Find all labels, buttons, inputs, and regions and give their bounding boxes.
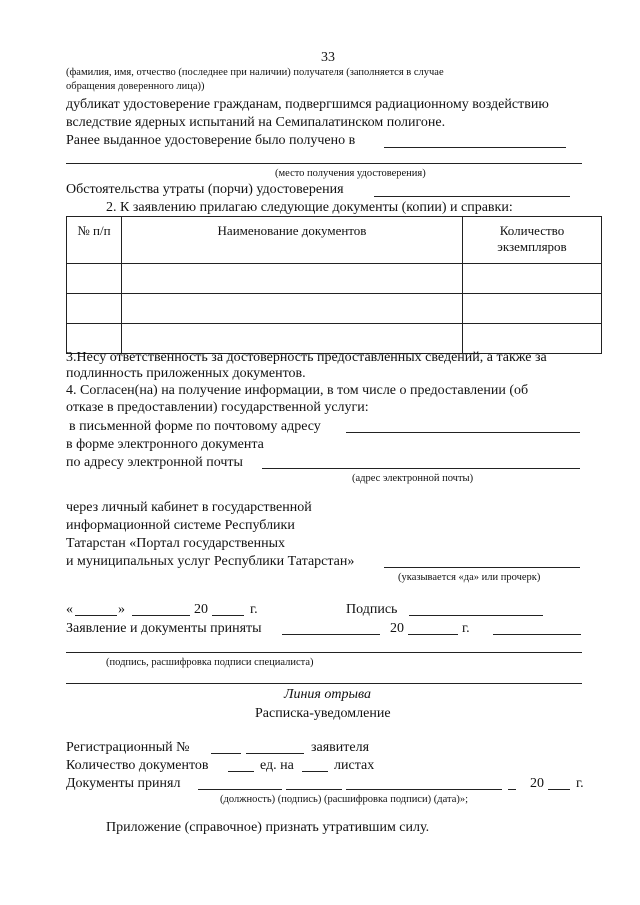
reg-number-label: Регистрационный № bbox=[66, 740, 190, 755]
footer-note: Приложение (справочное) признать утратившим силу. bbox=[106, 820, 430, 835]
date-prefix-field[interactable] bbox=[508, 789, 516, 790]
row-count-cell[interactable] bbox=[463, 294, 602, 324]
receipt-year-suffix: г. bbox=[576, 776, 584, 791]
signature-field[interactable] bbox=[409, 615, 543, 616]
reg-number-field-2[interactable] bbox=[246, 753, 304, 754]
col-count-header-line1: Количество bbox=[499, 223, 565, 238]
email-caption: (адрес электронной почты) bbox=[352, 473, 474, 484]
place-caption: (место получения удостоверения) bbox=[275, 168, 426, 179]
signature-transcript-field[interactable] bbox=[346, 789, 502, 790]
date-year-suffix: г. bbox=[250, 602, 258, 617]
consent-line-2: отказе в предоставлении) государственной услуги: bbox=[66, 400, 369, 415]
specialist-caption: (подпись, расшифровка подписи специалиста) bbox=[106, 657, 314, 668]
row-count-cell[interactable] bbox=[463, 324, 602, 354]
receipt-caption: (должность) (подпись) (расшифровка подписи) (дата)»; bbox=[220, 794, 469, 805]
tear-divider bbox=[66, 683, 582, 684]
body-line-2: вследствие ядерных испытаний на Семипалатинском полигоне. bbox=[66, 115, 446, 130]
email-field[interactable] bbox=[262, 468, 580, 469]
electronic-doc-label: в форме электронного документа bbox=[66, 437, 264, 452]
doc-count-field[interactable] bbox=[228, 771, 254, 772]
sheets-label: листах bbox=[334, 758, 375, 773]
receipt-year-prefix: 20 bbox=[530, 776, 544, 791]
table-row bbox=[67, 324, 602, 354]
date-month-field[interactable] bbox=[132, 615, 190, 616]
table-row bbox=[67, 264, 602, 294]
row-name-cell[interactable] bbox=[122, 264, 463, 294]
doc-count-label: Количество документов bbox=[66, 758, 209, 773]
portal-field[interactable] bbox=[384, 567, 580, 568]
accepted-year-field[interactable] bbox=[408, 634, 458, 635]
row-number-cell[interactable] bbox=[67, 324, 122, 354]
circumstances-field[interactable] bbox=[374, 196, 570, 197]
position-field[interactable] bbox=[198, 789, 282, 790]
table-header-row bbox=[67, 217, 602, 264]
place-field[interactable] bbox=[66, 163, 582, 164]
reg-number-field-1[interactable] bbox=[211, 753, 241, 754]
applicant-label: заявителя bbox=[311, 740, 370, 755]
sheets-count-field[interactable] bbox=[302, 771, 328, 772]
recipient-name-caption-cont: обращения доверенного лица)) bbox=[66, 81, 205, 92]
accepted-label: Заявление и документы приняты bbox=[66, 621, 262, 636]
date-year-prefix: 20 bbox=[194, 602, 208, 617]
portal-line-3: Татарстан «Портал государственных bbox=[66, 536, 285, 551]
page-number: 33 bbox=[321, 50, 335, 65]
recipient-name-caption: (фамилия, имя, отчество (последнее при наличии) получателя (заполняется в случае bbox=[66, 67, 444, 78]
previous-issued-field[interactable] bbox=[384, 147, 566, 148]
row-name-cell[interactable] bbox=[122, 294, 463, 324]
portal-line-1: через личный кабинет в государственной bbox=[66, 500, 312, 515]
received-by-label: Документы принял bbox=[66, 776, 181, 791]
email-label: по адресу электронной почты bbox=[66, 455, 243, 470]
accepted-year-prefix: 20 bbox=[390, 621, 404, 636]
col-count-header bbox=[463, 217, 602, 264]
col-number-header: № п/п bbox=[67, 217, 122, 264]
tear-line-label: Линия отрыва bbox=[284, 687, 372, 702]
date-open-quote: « bbox=[66, 602, 73, 617]
specialist-signature-field[interactable] bbox=[66, 652, 582, 653]
responsibility-line-2: подлинность приложенных документов. bbox=[66, 366, 306, 381]
receipt-title: Расписка-уведомление bbox=[255, 706, 391, 721]
portal-line-2: информационной системе Республики bbox=[66, 518, 295, 533]
col-name-header: Наименование документов bbox=[122, 217, 463, 264]
accepted-year-suffix: г. bbox=[462, 621, 470, 636]
row-number-cell[interactable] bbox=[67, 294, 122, 324]
documents-table bbox=[66, 216, 602, 354]
previous-issued-label: Ранее выданное удостоверение было получено в bbox=[66, 133, 356, 148]
row-number-cell[interactable] bbox=[67, 264, 122, 294]
body-line-1: дубликат удостоверение гражданам, подвергшимся радиационному воздействию bbox=[66, 97, 549, 112]
accepted-extra-field[interactable] bbox=[493, 634, 581, 635]
postal-field[interactable] bbox=[346, 432, 580, 433]
attachments-intro: 2. К заявлению прилагаю следующие документы (копии) и справки: bbox=[106, 200, 513, 215]
circumstances-label: Обстоятельства утраты (порчи) удостоверения bbox=[66, 182, 344, 197]
row-count-cell[interactable] bbox=[463, 264, 602, 294]
date-close-quote: » bbox=[118, 602, 125, 617]
signature-label: Подпись bbox=[346, 602, 398, 617]
receipt-year-field[interactable] bbox=[548, 789, 570, 790]
col-count-header-line2: экземпляров bbox=[497, 239, 567, 254]
received-signature-field[interactable] bbox=[286, 789, 342, 790]
row-name-cell[interactable] bbox=[122, 324, 463, 354]
table-row bbox=[67, 294, 602, 324]
date-day-field[interactable] bbox=[75, 615, 117, 616]
portal-line-4: и муниципальных услуг Республики Татарстан» bbox=[66, 554, 355, 569]
doc-units-label: ед. на bbox=[260, 758, 294, 773]
consent-line-1: 4. Согласен(на) на получение информации, в том числе о предоставлении (об bbox=[66, 383, 529, 398]
responsibility-line-1: 3.Несу ответственность за достоверность предоставленных сведений, а также за bbox=[66, 350, 547, 365]
accepted-field[interactable] bbox=[282, 634, 380, 635]
postal-label: в письменной форме по почтовому адресу bbox=[69, 419, 321, 434]
portal-caption: (указывается «да» или прочерк) bbox=[398, 572, 541, 583]
date-year-field[interactable] bbox=[212, 615, 244, 616]
